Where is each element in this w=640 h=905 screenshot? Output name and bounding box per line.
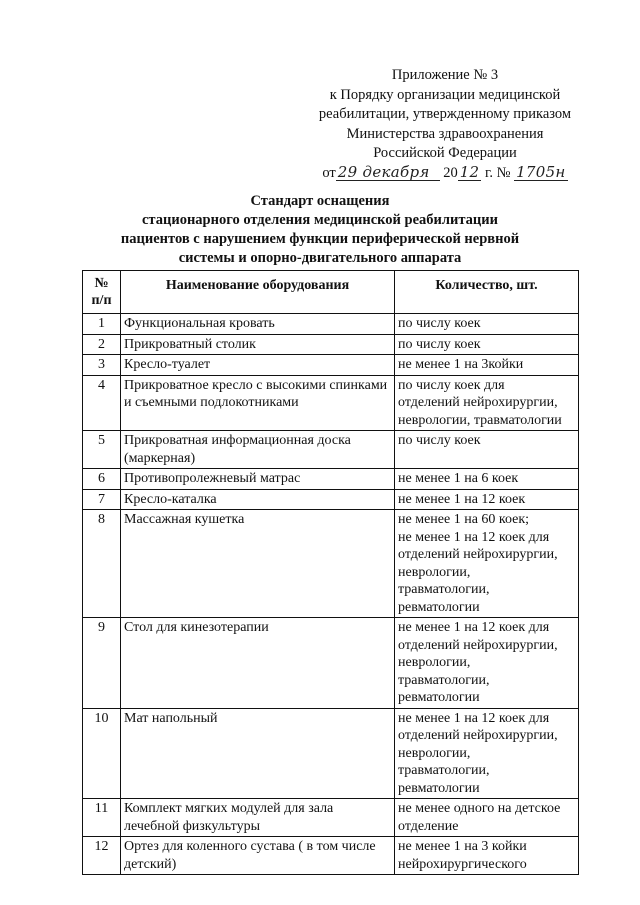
quantity-line: травматологии, xyxy=(398,763,490,778)
quantity-line: не менее одного на детское xyxy=(398,801,561,816)
row-number: 1 xyxy=(83,314,121,335)
quantity-line: отделение xyxy=(398,818,459,834)
equipment-quantity xyxy=(395,837,579,875)
quantity-line: не менее 1 на 12 коек для xyxy=(398,620,550,635)
handwritten-order-number: 1705н xyxy=(516,162,566,181)
quantity-line: отделений нейрохирургии, xyxy=(398,395,558,410)
equipment-quantity xyxy=(395,355,579,376)
equipment-name: Кресло-туалет xyxy=(121,355,395,376)
equipment-quantity xyxy=(395,431,579,469)
appendix-line-2: к Порядку организации медицинской xyxy=(329,86,561,103)
equipment-name: Комплект мягких модулей для зала лечебной физкультуры xyxy=(121,799,395,837)
equipment-name: Мат напольный xyxy=(121,708,395,799)
appendix-line-5: Российской Федерации xyxy=(373,145,517,161)
table-row xyxy=(83,375,579,431)
quantity-line: неврологии, травматологии xyxy=(398,412,562,428)
equipment-name: Прикроватная информационная доска (маркерная) xyxy=(121,431,395,469)
equipment-quantity xyxy=(395,334,579,355)
quantity-line: не менее 1 на 3койки xyxy=(398,357,524,372)
header-qty: Количество, шт. xyxy=(395,271,579,314)
title-line-1: Стандарт оснащения xyxy=(250,193,390,209)
date-prefix: от xyxy=(322,164,336,181)
equipment-name: Стол для кинезотерапии xyxy=(121,618,395,709)
table-header-row xyxy=(83,271,579,314)
row-number: 8 xyxy=(83,510,121,618)
equipment-name: Прикроватный столик xyxy=(121,334,395,355)
table-row xyxy=(83,799,579,837)
quantity-line: не менее 1 на 12 коек xyxy=(398,491,526,507)
title-line-3: пациентов с нарушением функции периферической нервной xyxy=(120,231,520,247)
quantity-line: нейрохирургического xyxy=(398,856,527,872)
table-row xyxy=(83,431,579,469)
table-row xyxy=(83,314,579,335)
row-number: 2 xyxy=(83,334,121,355)
equipment-name: Противопролежневый матрас xyxy=(121,469,395,490)
row-number: 3 xyxy=(83,355,121,376)
row-number: 12 xyxy=(83,837,121,875)
equipment-quantity xyxy=(395,799,579,837)
equipment-quantity xyxy=(395,314,579,335)
quantity-line: не менее 1 на 12 коек для xyxy=(398,710,550,726)
title-line-2: стационарного отделения медицинской реабилитации xyxy=(142,212,498,228)
equipment-name: Массажная кушетка xyxy=(121,510,395,618)
quantity-line: неврологии, xyxy=(398,564,471,580)
title-line-4: системы и опорно-двигательного аппарата xyxy=(178,250,462,266)
equipment-name: Функциональная кровать xyxy=(121,314,395,335)
equipment-quantity xyxy=(395,489,579,510)
quantity-line: по числу коек xyxy=(398,336,481,352)
quantity-line: по числу коек xyxy=(398,316,481,331)
quantity-line: не менее 1 на 12 коек для xyxy=(398,529,550,545)
equipment-quantity xyxy=(395,375,579,431)
quantity-line: ревматологии xyxy=(398,599,480,615)
quantity-line: неврологии, xyxy=(398,745,471,761)
number-prefix: г. № xyxy=(485,164,511,181)
equipment-name: Прикроватное кресло с высокими спинками и съемными подлокотниками xyxy=(121,375,395,431)
quantity-line: по числу коек для xyxy=(398,377,505,393)
header-name: Наименование оборудования xyxy=(121,271,395,314)
document-title xyxy=(0,192,640,268)
appendix-line-4: Министерства здравоохранения xyxy=(346,125,544,142)
row-number: 6 xyxy=(83,469,121,490)
table-row xyxy=(83,510,579,618)
order-date-line xyxy=(322,164,567,184)
row-number: 5 xyxy=(83,431,121,469)
appendix-header xyxy=(300,66,590,183)
table-row xyxy=(83,708,579,799)
appendix-line-3: реабилитации, утвержденному приказом xyxy=(318,106,572,122)
row-number: 11 xyxy=(83,799,121,837)
quantity-line: по числу коек xyxy=(398,433,481,448)
quantity-line: не менее 1 на 6 коек xyxy=(398,471,519,486)
quantity-line: ревматологии xyxy=(398,690,480,705)
equipment-table xyxy=(82,270,579,875)
equipment-quantity xyxy=(395,510,579,618)
quantity-line: отделений нейрохирургии, xyxy=(398,637,558,653)
table-row xyxy=(83,837,579,875)
row-number: 4 xyxy=(83,375,121,431)
quantity-line: отделений нейрохирургии, xyxy=(398,547,558,562)
quantity-line: не менее 1 на 3 койки xyxy=(398,839,527,854)
quantity-line: не менее 1 на 60 коек; xyxy=(398,512,530,527)
equipment-name: Ортез для коленного сустава ( в том числе детский) xyxy=(121,837,395,875)
row-number: 9 xyxy=(83,618,121,709)
quantity-line: травматологии, xyxy=(398,672,490,688)
year-prefix: 20 xyxy=(443,164,458,181)
quantity-line: ревматологии xyxy=(398,780,480,796)
table-row xyxy=(83,355,579,376)
row-number: 10 xyxy=(83,708,121,799)
handwritten-year: 12 xyxy=(459,162,480,181)
row-number: 7 xyxy=(83,489,121,510)
appendix-number: Приложение № 3 xyxy=(391,67,499,83)
quantity-line: травматологии, xyxy=(398,582,490,597)
equipment-quantity xyxy=(395,708,579,799)
table-row xyxy=(83,334,579,355)
quantity-line: отделений нейрохирургии, xyxy=(398,728,558,743)
equipment-name: Кресло-каталка xyxy=(121,489,395,510)
table-row xyxy=(83,618,579,709)
table-row xyxy=(83,489,579,510)
header-num: № п/п xyxy=(83,271,121,314)
equipment-quantity xyxy=(395,469,579,490)
quantity-line: неврологии, xyxy=(398,655,471,670)
equipment-quantity xyxy=(395,618,579,709)
table-row xyxy=(83,469,579,490)
handwritten-date: 29 декабря xyxy=(336,164,440,181)
